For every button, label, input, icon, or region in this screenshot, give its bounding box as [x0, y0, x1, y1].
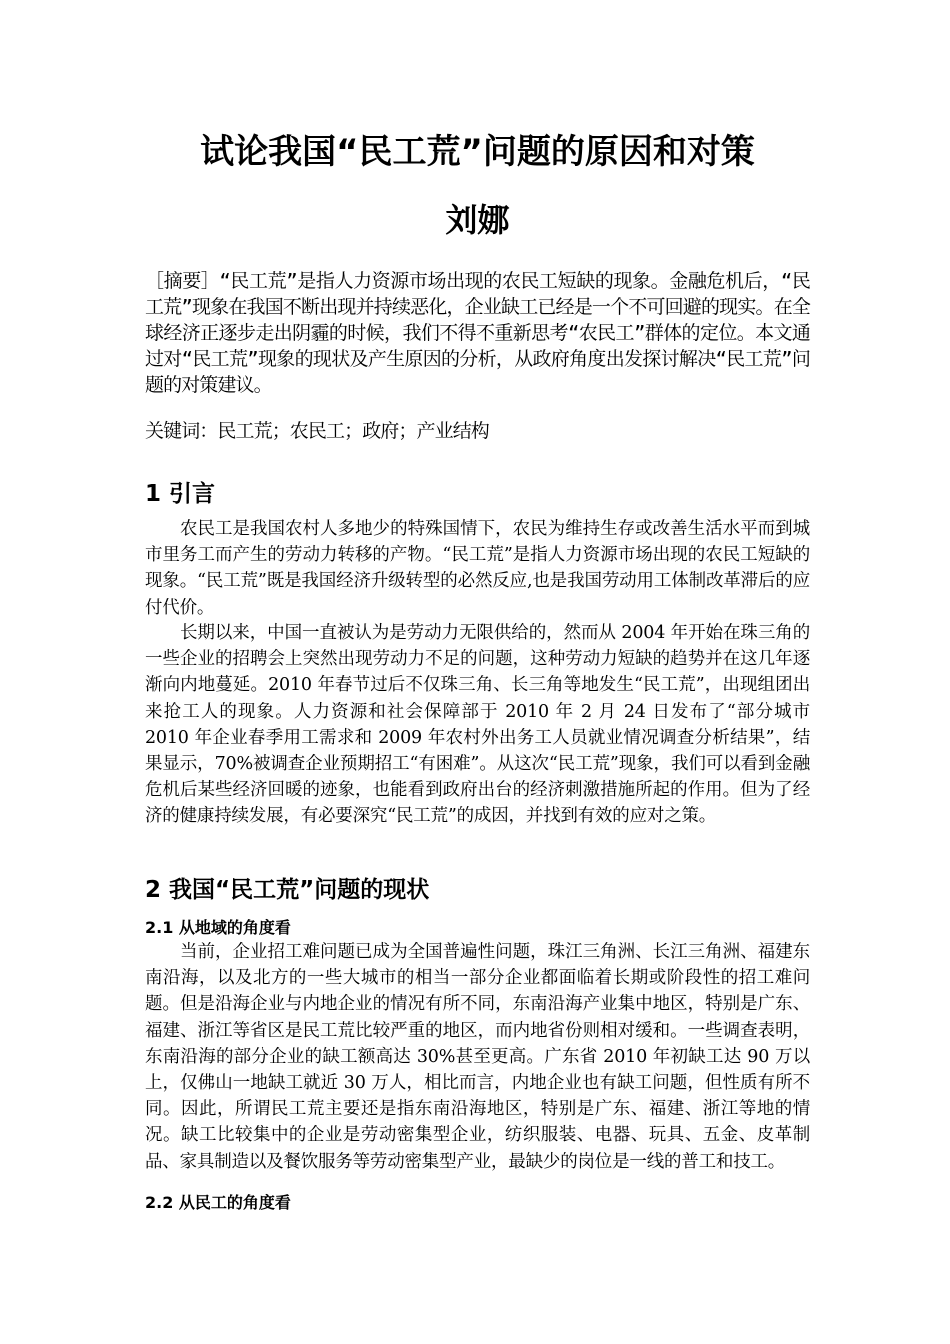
abstract: ［摘要］“民工荒”是指人力资源市场出现的农民工短缺的现象。金融危机后，“民工荒”现象在我国不断出现并持续恶化，企业缺工已经是一个不可回避的现实。在全球经济正逐步走出阴霾的时候，我们不得不重新思考“农民工”群体的定位。本文通过对“民工荒”现象的现状及产生原因的分析，从政府角度出发探讨解决“民工荒”问题的对策建议。 — [145, 270, 810, 396]
keywords: 关键词：民工荒；农民工；政府；产业结构 — [145, 420, 489, 442]
paragraph-region: 当前，企业招工难问题已成为全国普遍性问题，珠江三角洲、长江三角洲、福建东南沿海，以及北方的一些大城市的相当一部分企业都面临着长期或阶段性的招工难问题。但是沿海企业与内地企业的情况有所不同，东南沿海产业集中地区，特别是广东、福建、浙江等省区是民工荒比较严重的地区，而内地省份则相对缓和。一些调查表明，东南沿海的部分企业的缺工额高达 30%甚至更高。广东省 2010 年初缺工达 90 万以上，仅佛山一地缺工就近 30 万人，相比而言，内地企业也有缺工问题，但性质有所不同。因此，所谓民工荒主要还是指东南沿海地区，特别是广东、福建、浙江等地的情况。缺工比较集中的企业是劳动密集型企业，纺织服装、电器、玩具、五金、皮革制品、家具制造以及餐饮服务等劳动密集型产业，最缺少的岗位是一线的普工和技工。 — [145, 942, 810, 1172]
section-heading-introduction: 1 引言 — [145, 481, 216, 507]
section-heading-status: 2 我国“民工荒”问题的现状 — [145, 877, 430, 903]
subsection-heading-region: 2.1 从地域的角度看 — [145, 918, 291, 937]
subsection-heading-workers: 2.2 从民工的角度看 — [145, 1193, 291, 1212]
paragraph-intro-2: 长期以来，中国一直被认为是劳动力无限供给的，然而从 2004 年开始在珠三角的一些企业的招聘会上突然出现劳动力不足的问题，这种劳动力短缺的趋势并在这几年逐渐向内地蔓延。2010 年春节过后不仅珠三角、长三角等地发生“民工荒”，出现组团出来抢工人的现象。人力资源和社会保障部于 2010 年 2 月 24 日发布了“部分城市 2010 年企业春季用工需求和 2009 年农村外出务工人员就业情况调查分析结果”，结果显示，70%被调查企业预期招工“有困难”。从这次“民工荒”现象，我们可以看到金融危机后某些经济回暖的迹象，也能看到政府出台的经济刺激措施所起的作用。但为了经济的健康持续发展，有必要深究“民工荒”的成因，并找到有效的应对之策。 — [145, 623, 810, 827]
document-title: 试论我国“民工荒”问题的原因和对策 — [200, 132, 755, 172]
author-name: 刘娜 — [445, 201, 510, 239]
paragraph-intro-1: 农民工是我国农村人多地少的特殊国情下，农民为维持生存或改善生活水平而到城市里务工而产生的劳动力转移的产物。“民工荒”是指人力资源市场出现的农民工短缺的现象。“民工荒”既是我国经济升级转型的必然反应,也是我国劳动用工体制改革滞后的应付代价。 — [145, 519, 810, 618]
